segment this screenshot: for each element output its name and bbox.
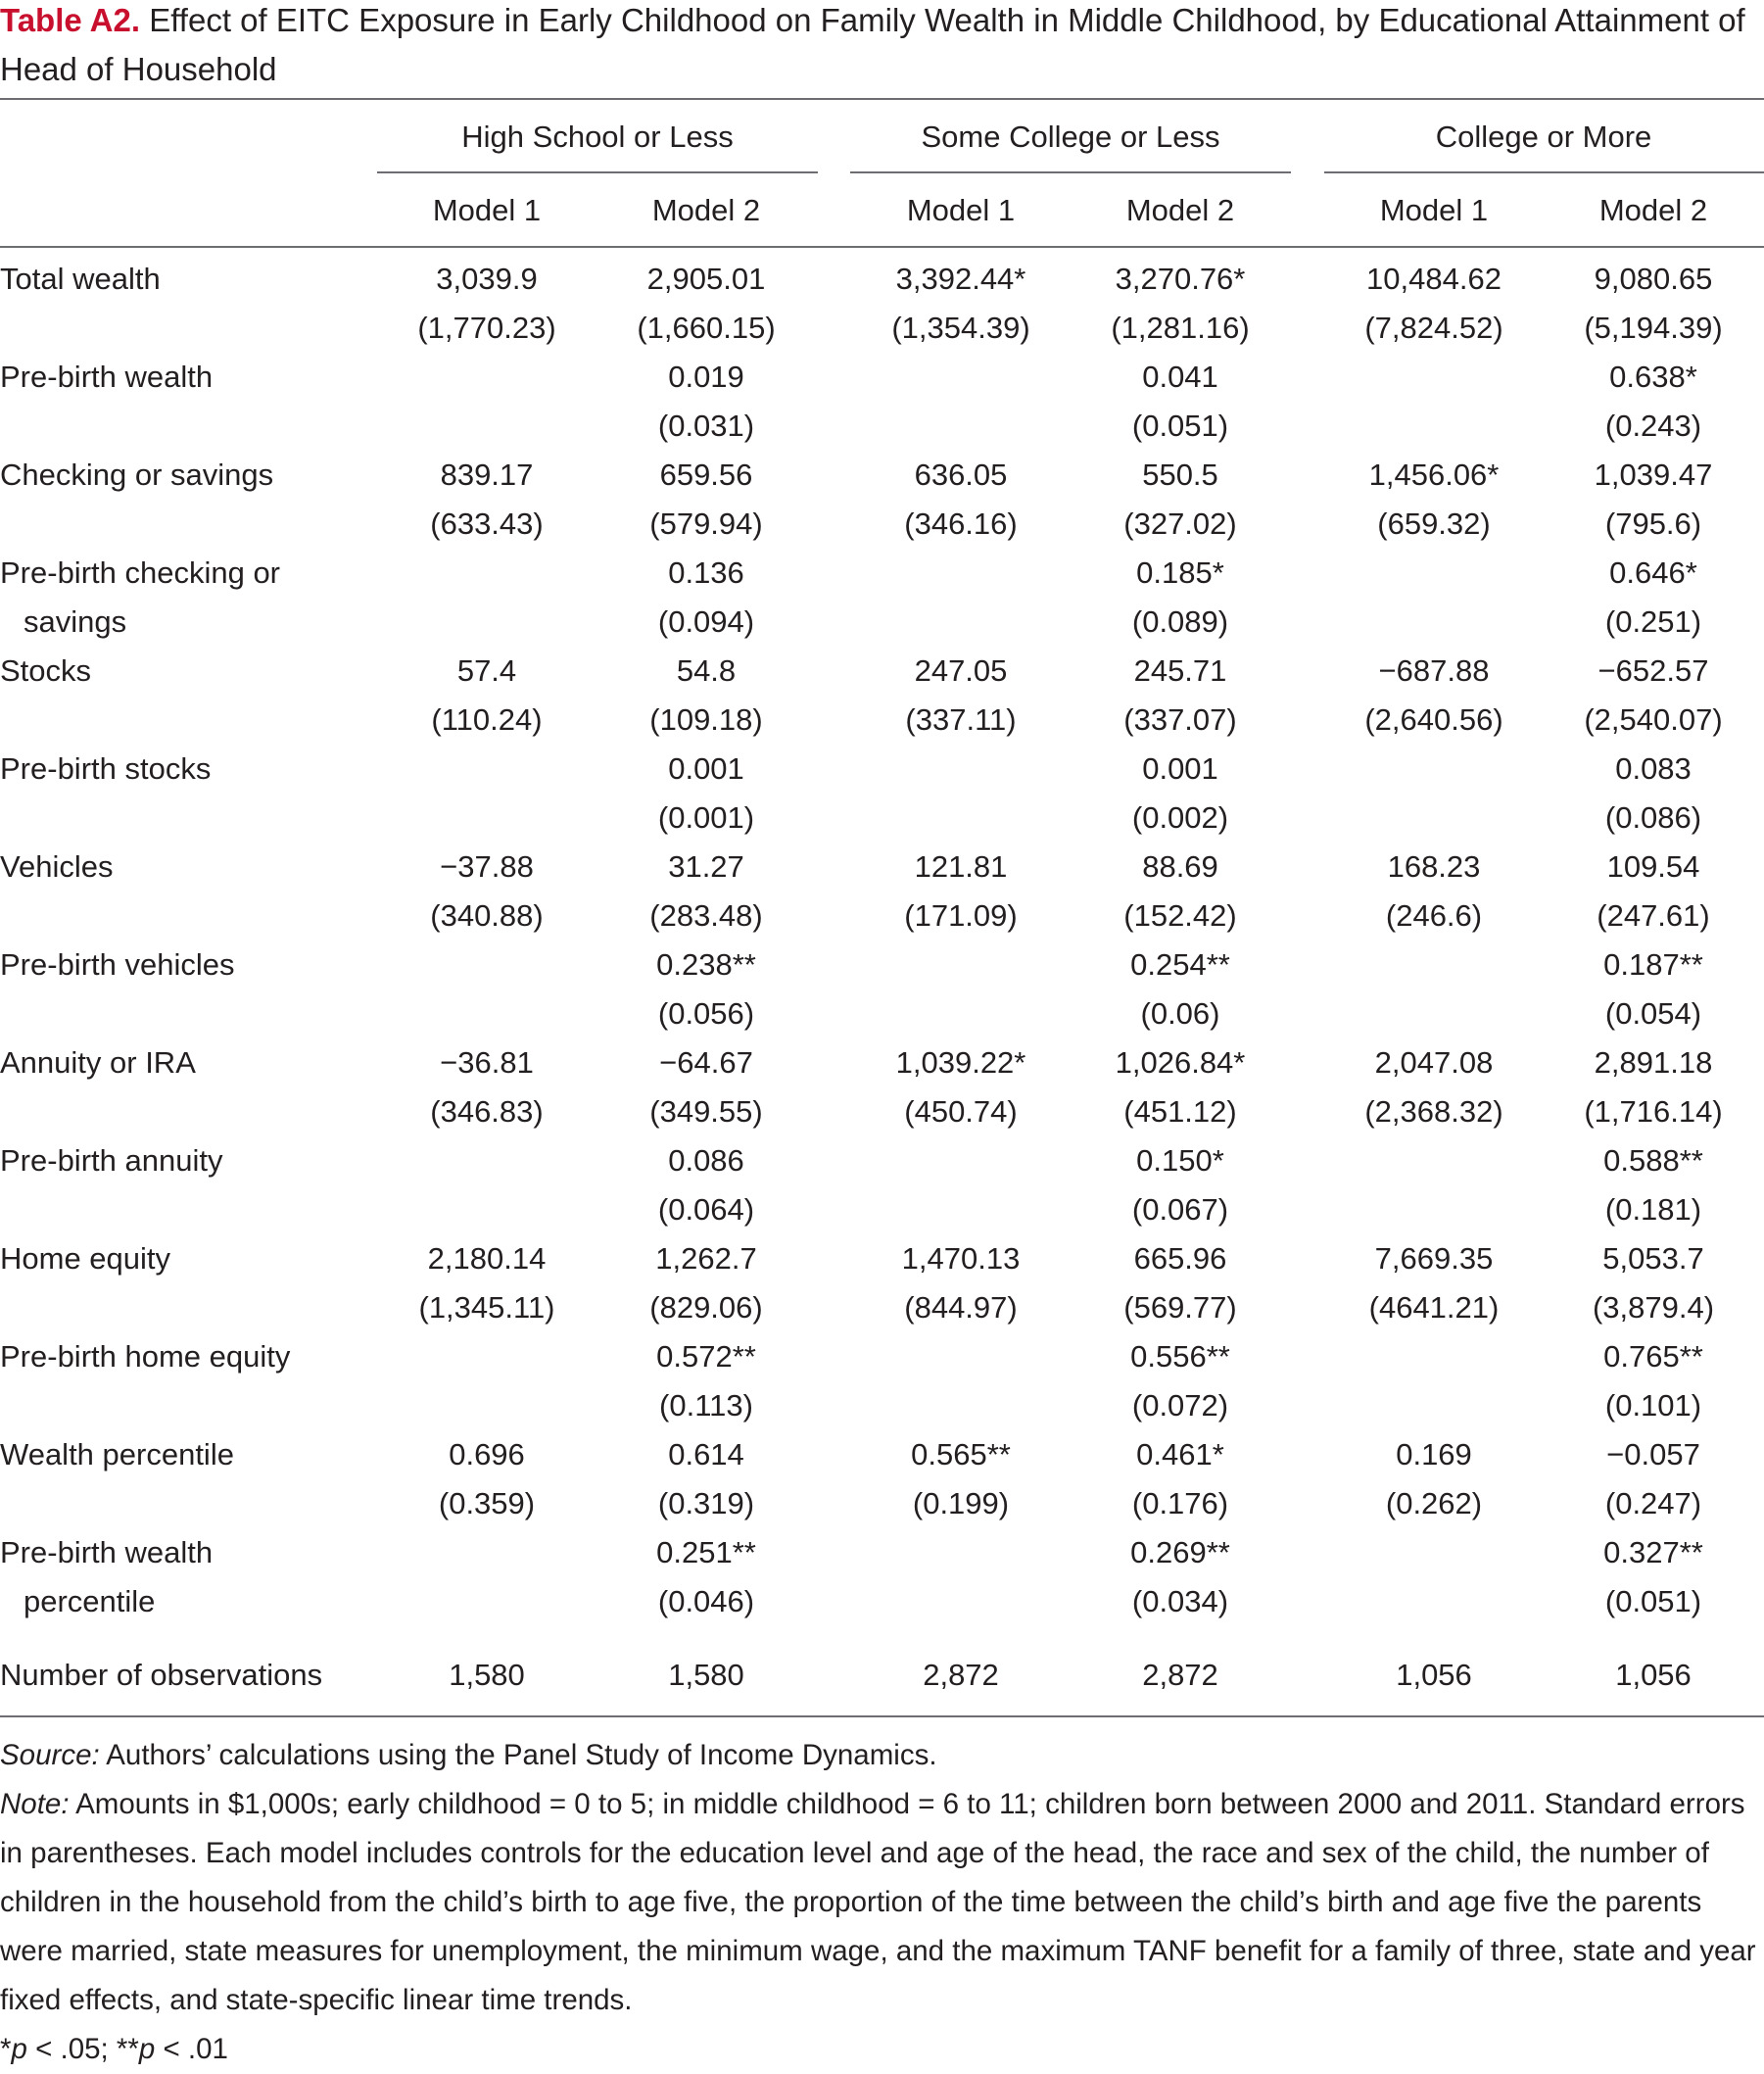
observations-cell: 2,872 bbox=[1142, 1658, 1218, 1692]
standard-error-cell: (844.97) bbox=[904, 1290, 1018, 1325]
coefficient-cell: 109.54 bbox=[1606, 849, 1700, 884]
coefficient-cell: 245.71 bbox=[1133, 653, 1227, 688]
group-header: Some College or Less bbox=[921, 120, 1220, 154]
coefficient-cell: 168.23 bbox=[1387, 849, 1481, 884]
coefficient-cell: 0.572** bbox=[656, 1339, 756, 1374]
coefficient-cell: 636.05 bbox=[914, 458, 1008, 492]
standard-error-cell: (0.072) bbox=[1131, 1388, 1229, 1423]
coefficient-cell: 5,053.7 bbox=[1602, 1241, 1704, 1276]
standard-error-cell: (349.55) bbox=[649, 1094, 763, 1129]
coefficient-cell: 0.327** bbox=[1603, 1535, 1703, 1569]
coefficient-cell: 3,039.9 bbox=[436, 262, 538, 296]
sig-p-1: p bbox=[11, 2033, 27, 2065]
standard-error-cell: (0.046) bbox=[657, 1584, 755, 1618]
standard-error-cell: (337.07) bbox=[1123, 702, 1237, 737]
coefficient-cell: −0.057 bbox=[1606, 1437, 1700, 1471]
coefficient-cell: 1,470.13 bbox=[901, 1241, 1021, 1276]
standard-error-cell: (283.48) bbox=[649, 898, 763, 933]
coefficient-cell: 88.69 bbox=[1142, 849, 1218, 884]
standard-error-cell: (3,879.4) bbox=[1592, 1290, 1715, 1325]
row-label: Pre-birth wealth bbox=[0, 1535, 214, 1569]
coefficient-cell: 3,392.44* bbox=[895, 262, 1026, 296]
sig-mid: < .05; ** bbox=[26, 2033, 139, 2065]
sig-star: * bbox=[0, 2033, 12, 2065]
observations-cell: 1,056 bbox=[1396, 1658, 1472, 1692]
standard-error-cell: (5,194.39) bbox=[1584, 311, 1723, 345]
sig-end: < .01 bbox=[155, 2033, 228, 2065]
table-label: Table A2. bbox=[0, 2, 141, 38]
standard-error-cell: (2,640.56) bbox=[1364, 702, 1503, 737]
row-label: Wealth percentile bbox=[0, 1437, 234, 1471]
coefficient-cell: 550.5 bbox=[1142, 458, 1218, 492]
standard-error-cell: (0.199) bbox=[912, 1486, 1010, 1520]
standard-error-cell: (109.18) bbox=[649, 702, 763, 737]
standard-error-cell: (569.77) bbox=[1123, 1290, 1237, 1325]
standard-error-cell: (0.06) bbox=[1140, 996, 1220, 1031]
coefficient-cell: −37.88 bbox=[440, 849, 534, 884]
coefficient-cell: 659.56 bbox=[659, 458, 753, 492]
standard-error-cell: (659.32) bbox=[1377, 506, 1491, 541]
table-title bbox=[0, 0, 1753, 94]
row-label: percentile bbox=[24, 1584, 156, 1618]
coefficient-cell: 0.238** bbox=[656, 947, 756, 982]
coefficient-cell: 0.556** bbox=[1130, 1339, 1230, 1374]
coefficient-cell: −687.88 bbox=[1378, 653, 1490, 688]
model-header: Model 2 bbox=[1598, 193, 1708, 227]
standard-error-cell: (247.61) bbox=[1597, 898, 1710, 933]
row-label: Pre-birth home equity bbox=[0, 1339, 291, 1374]
standard-error-cell: (1,660.15) bbox=[637, 311, 776, 345]
row-label: Pre-birth wealth bbox=[0, 360, 214, 394]
standard-error-cell: (0.067) bbox=[1131, 1192, 1229, 1227]
observations-label: Number of observations bbox=[0, 1658, 323, 1692]
standard-error-cell: (0.319) bbox=[657, 1486, 755, 1520]
table-title-text: Effect of EITC Exposure in Early Childhood on Family Wealth in Middle Childhood, by Educational Attainment of Head of Household bbox=[0, 2, 1745, 87]
observations-cell: 1,056 bbox=[1615, 1658, 1692, 1692]
coefficient-cell: 0.646* bbox=[1609, 555, 1697, 590]
coefficient-cell: 0.001 bbox=[1142, 751, 1218, 786]
coefficient-cell: 0.136 bbox=[668, 555, 744, 590]
standard-error-cell: (327.02) bbox=[1123, 506, 1237, 541]
model-header: Model 1 bbox=[1379, 193, 1489, 227]
standard-error-cell: (0.101) bbox=[1604, 1388, 1702, 1423]
row-label: Home equity bbox=[0, 1241, 171, 1276]
coefficient-cell: 0.565** bbox=[911, 1437, 1011, 1471]
standard-error-cell: (110.24) bbox=[431, 702, 543, 737]
standard-error-cell: (0.094) bbox=[657, 604, 755, 639]
standard-error-cell: (0.031) bbox=[657, 409, 755, 443]
coefficient-cell: 0.041 bbox=[1142, 360, 1218, 394]
standard-error-cell: (0.181) bbox=[1604, 1192, 1702, 1227]
coefficient-cell: 0.150* bbox=[1136, 1143, 1224, 1178]
standard-error-cell: (246.6) bbox=[1385, 898, 1483, 933]
coefficient-cell: 3,270.76* bbox=[1115, 262, 1246, 296]
standard-error-cell: (2,368.32) bbox=[1364, 1094, 1503, 1129]
coefficient-cell: 247.05 bbox=[914, 653, 1008, 688]
coefficient-cell: 0.251** bbox=[656, 1535, 756, 1569]
standard-error-cell: (579.94) bbox=[649, 506, 763, 541]
observations-cell: 2,872 bbox=[923, 1658, 999, 1692]
row-label: Total wealth bbox=[0, 262, 161, 296]
row-label: Pre-birth stocks bbox=[0, 751, 212, 786]
standard-error-cell: (340.88) bbox=[430, 898, 544, 933]
coefficient-cell: −64.67 bbox=[659, 1045, 753, 1080]
model-header: Model 1 bbox=[906, 193, 1016, 227]
standard-error-cell: (0.056) bbox=[657, 996, 755, 1031]
coefficient-cell: 10,484.62 bbox=[1366, 262, 1502, 296]
coefficient-cell: −652.57 bbox=[1597, 653, 1709, 688]
standard-error-cell: (450.74) bbox=[904, 1094, 1018, 1129]
coefficient-cell: 665.96 bbox=[1133, 1241, 1227, 1276]
coefficient-cell: 0.083 bbox=[1615, 751, 1692, 786]
coefficient-cell: 839.17 bbox=[440, 458, 534, 492]
model-header: Model 2 bbox=[651, 193, 761, 227]
standard-error-cell: (0.001) bbox=[657, 800, 755, 835]
standard-error-cell: (0.051) bbox=[1131, 409, 1229, 443]
row-label: Pre-birth checking or bbox=[0, 555, 281, 590]
note-label: Note: bbox=[0, 1788, 70, 1820]
standard-error-cell: (1,354.39) bbox=[891, 311, 1030, 345]
model-header: Model 2 bbox=[1125, 193, 1235, 227]
standard-error-cell: (171.09) bbox=[904, 898, 1018, 933]
table-notes bbox=[0, 1731, 1758, 2074]
standard-error-cell: (633.43) bbox=[430, 506, 544, 541]
standard-error-cell: (0.051) bbox=[1604, 1584, 1702, 1618]
source-text: Authors’ calculations using the Panel Study of Income Dynamics. bbox=[99, 1739, 937, 1771]
row-label: savings bbox=[24, 604, 127, 639]
row-label: Stocks bbox=[0, 653, 92, 688]
standard-error-cell: (0.034) bbox=[1131, 1584, 1229, 1618]
group-header: College or More bbox=[1435, 120, 1652, 154]
coefficient-cell: 0.638* bbox=[1609, 360, 1697, 394]
coefficient-cell: 0.269** bbox=[1130, 1535, 1230, 1569]
coefficient-cell: 0.019 bbox=[668, 360, 744, 394]
model-header: Model 1 bbox=[432, 193, 542, 227]
bottom-rule bbox=[0, 1715, 1764, 1717]
coefficient-cell: 1,262.7 bbox=[655, 1241, 757, 1276]
row-label: Annuity or IRA bbox=[0, 1045, 196, 1080]
coefficient-cell: 0.086 bbox=[668, 1143, 744, 1178]
coefficient-cell: 0.001 bbox=[668, 751, 744, 786]
standard-error-cell: (0.243) bbox=[1604, 409, 1702, 443]
header-rule bbox=[0, 246, 1764, 248]
standard-error-cell: (337.11) bbox=[905, 702, 1017, 737]
coefficient-cell: 0.169 bbox=[1396, 1437, 1472, 1471]
coefficient-cell: 2,891.18 bbox=[1594, 1045, 1713, 1080]
standard-error-cell: (0.002) bbox=[1131, 800, 1229, 835]
observations-cell: 1,580 bbox=[668, 1658, 744, 1692]
coefficient-cell: 0.765** bbox=[1603, 1339, 1703, 1374]
standard-error-cell: (1,281.16) bbox=[1111, 311, 1250, 345]
coefficient-cell: 31.27 bbox=[668, 849, 744, 884]
standard-error-cell: (0.113) bbox=[659, 1388, 753, 1423]
standard-error-cell: (0.251) bbox=[1604, 604, 1702, 639]
row-label: Vehicles bbox=[0, 849, 114, 884]
coefficient-cell: 2,047.08 bbox=[1374, 1045, 1494, 1080]
top-rule bbox=[0, 98, 1764, 100]
coefficient-cell: 0.254** bbox=[1130, 947, 1230, 982]
coefficient-cell: 1,026.84* bbox=[1115, 1045, 1246, 1080]
coefficient-cell: 9,080.65 bbox=[1594, 262, 1713, 296]
coefficient-cell: 2,905.01 bbox=[646, 262, 766, 296]
source-note bbox=[0, 1731, 1758, 1780]
standard-error-cell: (1,345.11) bbox=[418, 1290, 555, 1325]
coefficient-cell: −36.81 bbox=[440, 1045, 534, 1080]
standard-error-cell: (346.83) bbox=[430, 1094, 544, 1129]
coefficient-cell: 54.8 bbox=[676, 653, 737, 688]
standard-error-cell: (0.054) bbox=[1604, 996, 1702, 1031]
standard-error-cell: (0.359) bbox=[438, 1486, 536, 1520]
coefficient-cell: 57.4 bbox=[456, 653, 517, 688]
coefficient-cell: 1,039.47 bbox=[1594, 458, 1713, 492]
standard-error-cell: (2,540.07) bbox=[1584, 702, 1723, 737]
group-rule-3 bbox=[1324, 171, 1764, 173]
group-header: High School or Less bbox=[461, 120, 734, 154]
row-label: Checking or savings bbox=[0, 458, 274, 492]
coefficient-cell: 0.588** bbox=[1603, 1143, 1703, 1178]
source-label: Source: bbox=[0, 1739, 100, 1771]
standard-error-cell: (1,716.14) bbox=[1584, 1094, 1723, 1129]
group-rule-1 bbox=[377, 171, 818, 173]
standard-error-cell: (0.247) bbox=[1604, 1486, 1702, 1520]
coefficient-cell: 0.696 bbox=[449, 1437, 525, 1471]
standard-error-cell: (0.262) bbox=[1385, 1486, 1483, 1520]
standard-error-cell: (795.6) bbox=[1604, 506, 1702, 541]
standard-error-cell: (7,824.52) bbox=[1364, 311, 1503, 345]
standard-error-cell: (829.06) bbox=[649, 1290, 763, 1325]
note-text: Amounts in $1,000s; early childhood = 0 to 5; in middle childhood = 6 to 11; children born between 2000 and 2011. Standard errors in parentheses. Each model includes controls for the education level and age of the head, the race and sex of the child, the number of children in the household from the child’s birth to age five, the proportion of the time between the child’s birth and age five the parents were married, state measures for unemployment, the minimum wage, and the maximum TANF benefit for a family of three, state and year fixed effects, and state-specific linear time trends. bbox=[0, 1788, 1756, 2016]
standard-error-cell: (1,770.23) bbox=[417, 311, 556, 345]
sig-p-2: p bbox=[138, 2033, 156, 2065]
coefficient-cell: 2,180.14 bbox=[427, 1241, 547, 1276]
coefficient-cell: 0.187** bbox=[1603, 947, 1703, 982]
coefficient-cell: 0.185* bbox=[1136, 555, 1224, 590]
row-label: Pre-birth vehicles bbox=[0, 947, 235, 982]
standard-error-cell: (451.12) bbox=[1123, 1094, 1237, 1129]
coefficient-cell: 7,669.35 bbox=[1374, 1241, 1494, 1276]
standard-error-cell: (0.089) bbox=[1131, 604, 1229, 639]
coefficient-cell: 0.461* bbox=[1136, 1437, 1224, 1471]
coefficient-cell: 121.81 bbox=[914, 849, 1008, 884]
row-label: Pre-birth annuity bbox=[0, 1143, 223, 1178]
general-note bbox=[0, 1780, 1758, 2025]
coefficient-cell: 1,456.06* bbox=[1368, 458, 1500, 492]
standard-error-cell: (0.086) bbox=[1604, 800, 1702, 835]
group-rule-2 bbox=[850, 171, 1291, 173]
coefficient-cell: 0.614 bbox=[668, 1437, 744, 1471]
standard-error-cell: (0.176) bbox=[1131, 1486, 1229, 1520]
coefficient-cell: 1,039.22* bbox=[895, 1045, 1026, 1080]
observations-cell: 1,580 bbox=[449, 1658, 525, 1692]
standard-error-cell: (4641.21) bbox=[1368, 1290, 1500, 1325]
standard-error-cell: (346.16) bbox=[904, 506, 1018, 541]
standard-error-cell: (152.42) bbox=[1123, 898, 1237, 933]
standard-error-cell: (0.064) bbox=[657, 1192, 755, 1227]
